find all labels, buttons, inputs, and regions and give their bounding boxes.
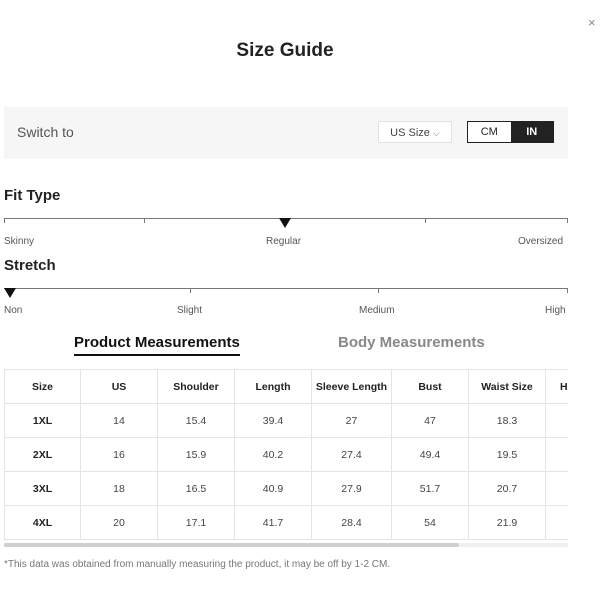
table-header: Bust (392, 370, 469, 404)
fit-tick (4, 218, 5, 223)
fit-type-title: Fit Type (4, 187, 61, 204)
table-cell: 2XL (5, 438, 81, 472)
chevron-down-icon: ⌵ (432, 128, 440, 138)
table-cell: 16.5 (158, 472, 235, 506)
table-header: Shoulder (158, 370, 235, 404)
table-row (5, 438, 569, 472)
fit-type-marker-icon (279, 218, 291, 228)
table-cell: 47 (392, 404, 469, 438)
table-cell: 1XL (5, 404, 81, 438)
table-cell (546, 506, 569, 540)
table-header: Length (235, 370, 312, 404)
table-horizontal-scrollbar[interactable] (4, 543, 568, 547)
table-cell: 40.2 (235, 438, 312, 472)
table-cell: 27 (312, 404, 392, 438)
stretch-label-high: High (545, 305, 566, 316)
table-cell: 17.1 (158, 506, 235, 540)
unit-cm-button[interactable]: CM (468, 122, 511, 142)
stretch-title: Stretch (4, 257, 56, 274)
table-cell: 15.4 (158, 404, 235, 438)
table-cell: 27.9 (312, 472, 392, 506)
table-header: Size (5, 370, 81, 404)
fit-label-skinny: Skinny (4, 236, 35, 247)
fit-tick (567, 218, 568, 223)
size-system-select[interactable] (378, 121, 452, 143)
table-cell: 15.9 (158, 438, 235, 472)
stretch-scale (4, 288, 568, 289)
stretch-tick (567, 288, 568, 293)
table-cell: 16 (81, 438, 158, 472)
table-row (5, 404, 569, 438)
stretch-label-medium: Medium (359, 305, 395, 316)
close-icon[interactable]: × (588, 15, 596, 30)
tab-body-measurements[interactable]: Body Measurements (338, 334, 485, 351)
table-row (5, 506, 569, 540)
table-cell: 3XL (5, 472, 81, 506)
unit-switch-bar (4, 107, 568, 159)
table-cell: 49.4 (392, 438, 469, 472)
stretch-marker-icon (4, 288, 16, 298)
table-cell: 51.7 (392, 472, 469, 506)
table-cell: 54 (392, 506, 469, 540)
table-cell: 18 (81, 472, 158, 506)
table-cell (546, 404, 569, 438)
fit-tick (425, 218, 426, 223)
table-header: US (81, 370, 158, 404)
table-cell (546, 438, 569, 472)
table-cell: 20.7 (469, 472, 546, 506)
stretch-tick (378, 288, 379, 293)
size-system-value: US Size (390, 127, 430, 139)
table-cell: 20 (81, 506, 158, 540)
tab-product-measurements[interactable]: Product Measurements (74, 334, 240, 356)
fit-tick (144, 218, 145, 223)
unit-toggle (467, 121, 554, 143)
measurement-note: *This data was obtained from manually measuring the product, it may be off by 1-2 CM. (4, 559, 391, 570)
fit-label-oversized: Oversized (518, 236, 564, 247)
table-cell: 21.9 (469, 506, 546, 540)
stretch-label-non: Non (4, 305, 23, 316)
table-cell: 39.4 (235, 404, 312, 438)
table-header-row (5, 370, 569, 404)
unit-in-button[interactable]: IN (511, 122, 554, 142)
table-row (5, 472, 569, 506)
table-cell: 18.3 (469, 404, 546, 438)
table-cell: 28.4 (312, 506, 392, 540)
table-header: H (546, 370, 569, 404)
fit-label-regular: Regular (266, 236, 302, 247)
table-cell: 27.4 (312, 438, 392, 472)
table-cell (546, 472, 569, 506)
stretch-tick (190, 288, 191, 293)
table-header: Waist Size (469, 370, 546, 404)
page-title: Size Guide (236, 40, 334, 61)
table-cell: 41.7 (235, 506, 312, 540)
stretch-label-slight: Slight (177, 305, 203, 316)
table-cell: 4XL (5, 506, 81, 540)
switch-label: Switch to (17, 124, 74, 140)
measurement-table-scroll[interactable] (4, 369, 568, 540)
table-cell: 19.5 (469, 438, 546, 472)
table-cell: 14 (81, 404, 158, 438)
scrollbar-thumb[interactable] (4, 543, 459, 547)
table-header: Sleeve Length (312, 370, 392, 404)
table-cell: 40.9 (235, 472, 312, 506)
measurement-table (4, 369, 568, 540)
